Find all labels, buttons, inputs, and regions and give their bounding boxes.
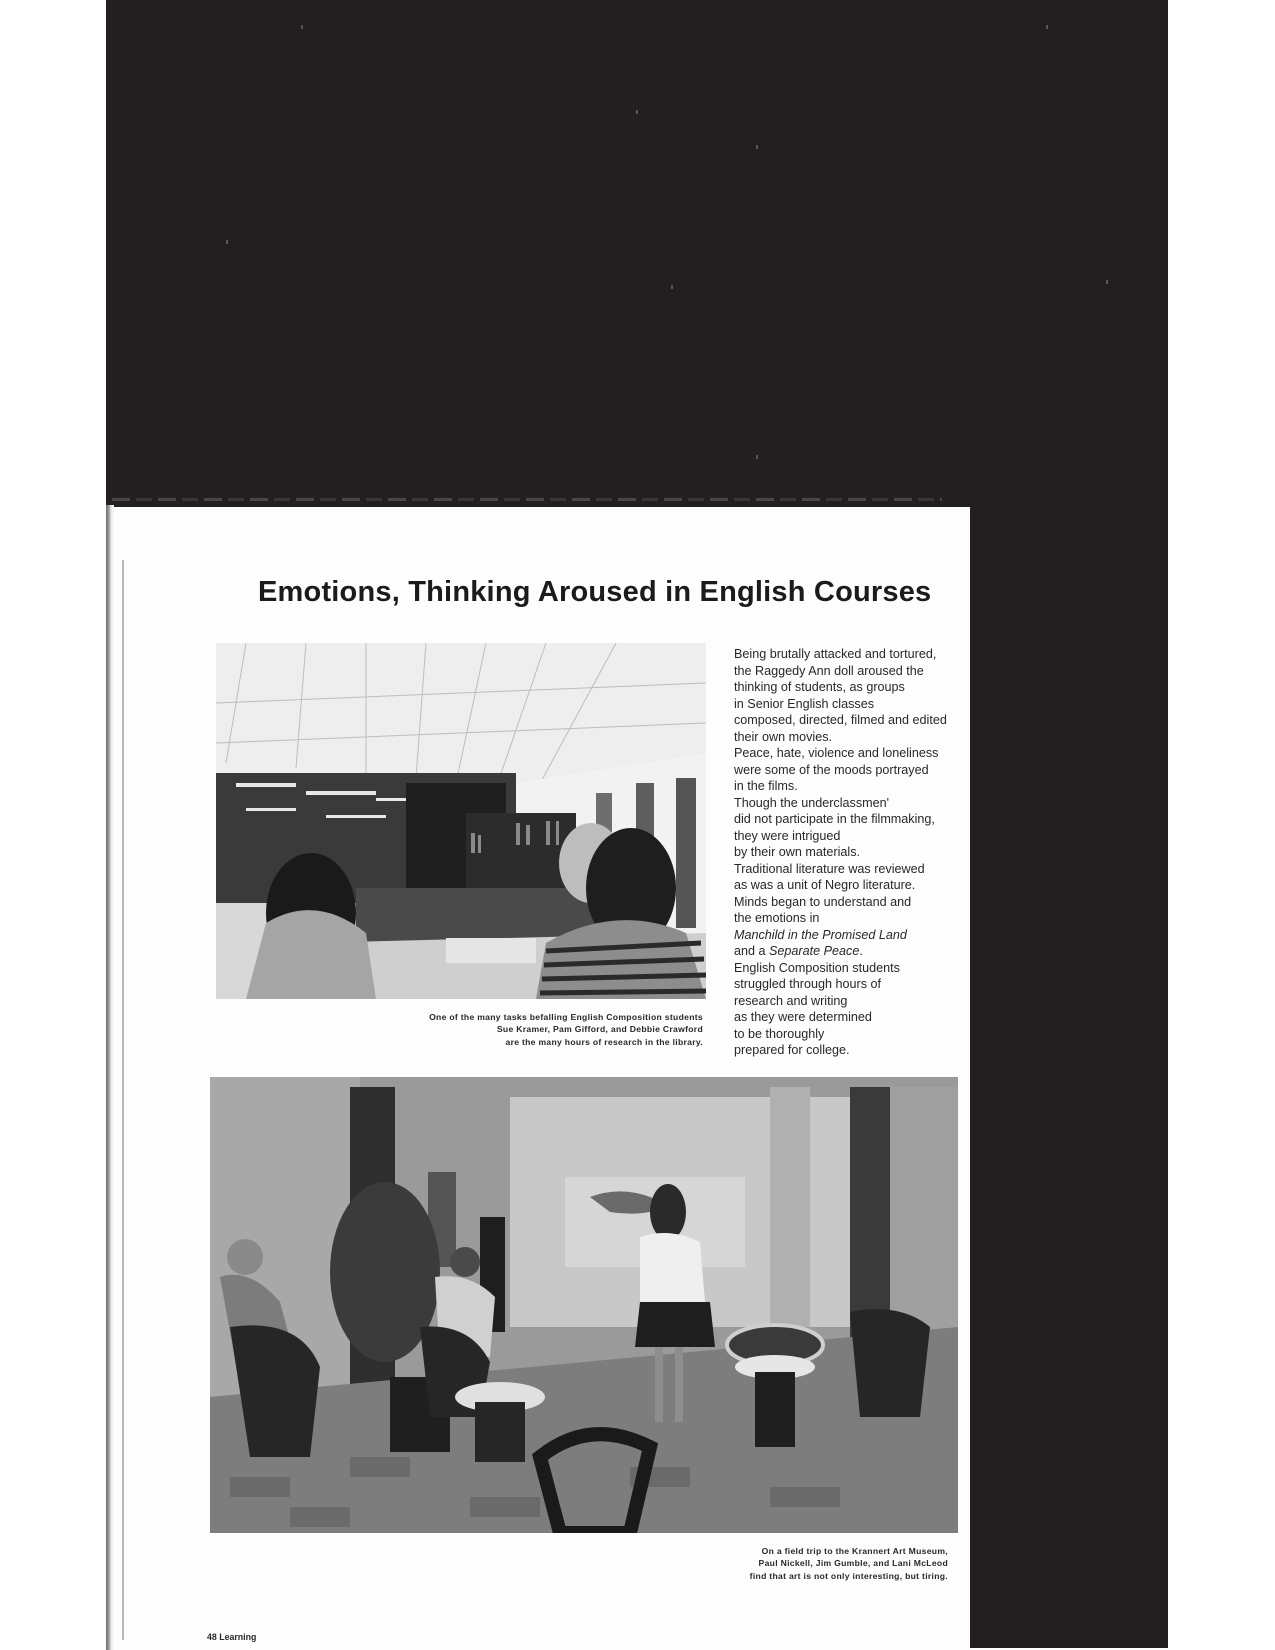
pillar-right (770, 1087, 810, 1327)
article-line: as was a unit of Negro literature. (734, 878, 916, 892)
dust-speck (1106, 280, 1108, 284)
article-line: prepared for college. (734, 1043, 850, 1057)
dark-pillar-right (850, 1087, 890, 1347)
article-line: research and writing (734, 993, 848, 1008)
woman-leg (675, 1347, 683, 1422)
dust-speck (226, 240, 228, 244)
page-binding-line (122, 560, 124, 1640)
library-photo (216, 643, 706, 999)
dust-speck (756, 455, 758, 459)
dust-speck (636, 110, 638, 114)
caption-line: One of the many tasks befalling English Composition students (429, 1012, 703, 1022)
caption-line: Paul Nickell, Jim Gumble, and Lani McLeod (758, 1558, 948, 1569)
book-title-manchild: Manchild in the Promised Land (734, 927, 907, 942)
dust-speck (756, 145, 758, 149)
page-folio: 48 Learning (207, 1632, 257, 1642)
man-left-head (227, 1239, 263, 1275)
article-line: their own movies. (734, 729, 832, 744)
article-line: as they were determined (734, 1010, 872, 1024)
woman-leg (655, 1347, 663, 1422)
woman-hair (650, 1184, 686, 1240)
museum-photo-image (210, 1077, 958, 1533)
article-line: Though the underclassmen' (734, 795, 890, 810)
man-middle-head (450, 1247, 480, 1277)
article-line: the Raggedy Ann doll aroused the (734, 663, 924, 678)
article-line: in the films. (734, 779, 798, 793)
dust-speck (671, 285, 673, 289)
article-body (734, 646, 974, 1059)
article-line: to be thoroughly (734, 1026, 825, 1041)
museum-photo-caption (680, 1545, 948, 1582)
wire-chair-base (755, 1372, 795, 1447)
chair-far-right (850, 1309, 930, 1417)
page-binding-edge (106, 505, 114, 1650)
article-line: Traditional literature was reviewed (734, 861, 925, 876)
article-text: and a (734, 944, 770, 958)
scan-artifact-strip (112, 498, 942, 501)
caption-line: On a field trip to the Krannert Art Museum, (761, 1546, 948, 1556)
scanner-background-right (968, 505, 1168, 1648)
caption-line: are the many hours of research in the library. (505, 1036, 703, 1047)
woman-sweater (640, 1233, 705, 1302)
article-line (734, 943, 974, 960)
museum-photo (210, 1077, 958, 1533)
caption-line: Sue Kramer, Pam Gifford, and Debbie Crawford (496, 1024, 703, 1035)
article-line: by their own materials. (734, 845, 860, 859)
article-text: . (859, 944, 863, 958)
article-line: Peace, hate, violence and loneliness (734, 746, 939, 760)
article-line: English Composition students (734, 960, 900, 975)
stool-base (475, 1402, 525, 1462)
papers (446, 938, 536, 963)
library-photo-caption (380, 1011, 703, 1048)
book-title-separate-peace: Separate Peace (769, 944, 860, 958)
scanner-background-top (106, 0, 1168, 507)
article-line: in Senior English classes (734, 696, 875, 711)
caption-line: find that art is not only interesting, but tiring. (749, 1570, 948, 1581)
article-line: thinking of students, as groups (734, 680, 905, 694)
woman-skirt (635, 1302, 715, 1347)
article-line: Minds began to understand and (734, 894, 912, 909)
article-line: composed, directed, filmed and edited (734, 713, 947, 727)
article-line: were some of the moods portrayed (734, 762, 929, 777)
article-line: the emotions in (734, 911, 820, 925)
window-frame (676, 778, 696, 928)
library-photo-image (216, 643, 706, 999)
article-line-book-title (734, 927, 974, 944)
dust-speck (1046, 25, 1048, 29)
dust-speck (301, 25, 303, 29)
article-line: Being brutally attacked and tortured, (734, 647, 937, 661)
page-title: Emotions, Thinking Aroused in English Courses (258, 576, 932, 608)
article-line: struggled through hours of (734, 977, 882, 991)
article-line: did not participate in the filmmaking, (734, 812, 935, 826)
article-line: they were intrigued (734, 828, 841, 843)
